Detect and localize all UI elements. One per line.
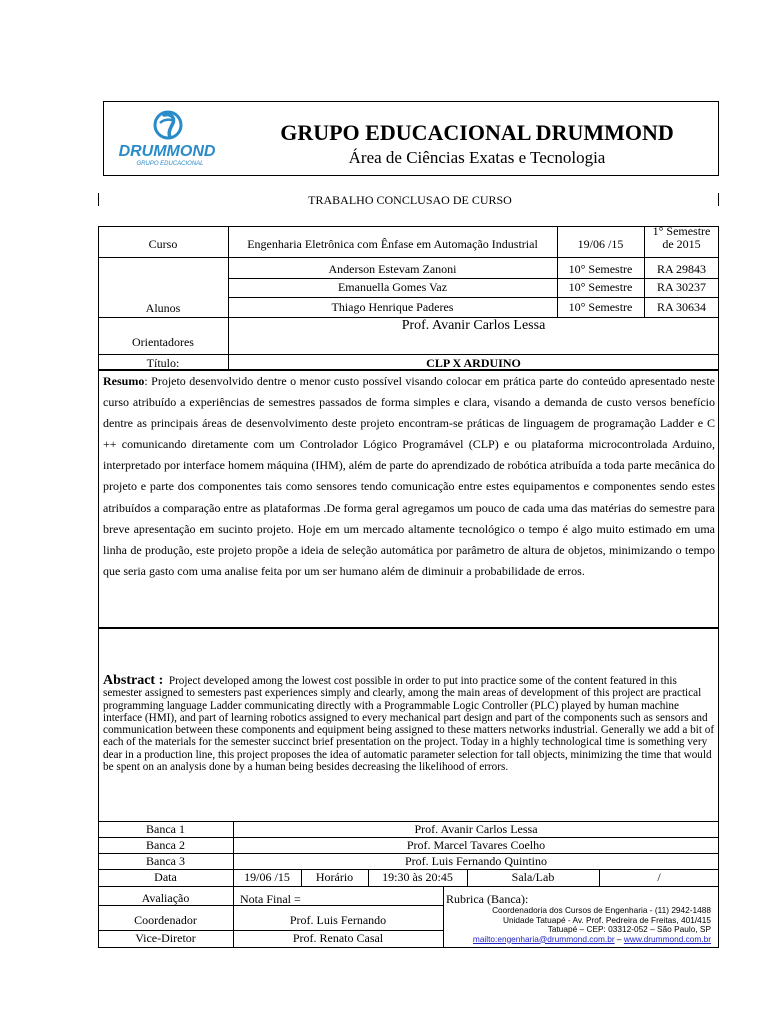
- student-semester: 10° Semestre: [568, 300, 633, 314]
- website-link[interactable]: www.drummond.com.br: [623, 933, 711, 944]
- board-member: Prof. Marcel Tavares Coelho: [406, 838, 546, 852]
- room-value: /: [657, 870, 661, 884]
- project-title: CLP X ARDUINO: [426, 356, 521, 370]
- student-ra: RA 30634: [656, 300, 706, 314]
- vice-director-label: Vice-Diretor: [135, 931, 196, 945]
- date-label: Data: [154, 870, 177, 884]
- time-value: 19:30 às 20:45: [382, 870, 453, 884]
- row-line: [98, 886, 719, 887]
- institution-subtitle: Área de Ciências Exatas e Tecnologia: [348, 148, 606, 167]
- board-label: Banca 1: [146, 822, 185, 836]
- course-date: 19/06 /15: [577, 237, 624, 251]
- contact-info: Coordenadoria dos Cursos de Engenharia - (11) 2942-1488 Unidade Tatuapé - Av. Prof. Pedreira de Freitas, 401/415 Tatuapé – CEP: 03312-052 – São Paulo, SP mailto:engenharia@drummond.com.br – www.drummond.com.br: [472, 905, 711, 944]
- document-type: TRABALHO CONCLUSAO DE CURSO: [308, 193, 512, 207]
- row-line: [228, 278, 719, 279]
- final-grade: Nota Final =: [240, 892, 301, 906]
- student-semester: 10° Semestre: [568, 262, 633, 276]
- board-member: Prof. Avanir Carlos Lessa: [414, 822, 538, 836]
- course-name: Engenharia Eletrônica com Ênfase em Automação Industrial: [247, 237, 538, 251]
- student-name: Thiago Henrique Paderes: [331, 300, 454, 314]
- room-label: Sala/Lab: [511, 870, 555, 884]
- board-label: Banca 2: [146, 838, 185, 852]
- svg-text:GRUPO EDUCACIONAL: GRUPO EDUCACIONAL: [136, 161, 204, 167]
- email-link[interactable]: mailto:engenharia@drummond.com.br: [472, 933, 615, 944]
- coordinator-name: Prof. Luis Fernando: [289, 913, 387, 927]
- student-ra: RA 30237: [656, 280, 706, 294]
- tick-left: [98, 193, 99, 206]
- row-line: [228, 297, 719, 298]
- student-name: Anderson Estevam Zanoni: [328, 262, 457, 276]
- resumo-text: : Projeto desenvolvido dentre o menor custo possível visando colocar em prática parte do conteúdo apresentado neste curso atribuído a experiências de semestres passados de forma simples e clara, visando a demanda de custo versos benefício dentre as principais áreas de desenvolvimento deste projeto encontram-se práticas de linguagem de programação Ladder e C ++ comunicando diretamente com um Controlador Lógico Programável (CLP) e ou plataforma microcontrolada Arduino, interpretado por interface homem máquina (IHM), além de parte do aprendizado de robótica atribuída a toda parte mecânica do projeto e parte dos componentes tais como sensores tendo comunicação entre estes equipamentos e componentes sendo estes atribuídos a comparação entre as plataformas .De forma geral agregamos um pouco de cada uma das matérias do semestre para breve apresentação em sucinto projeto. Hoje em um mercado altamente tecnológico o tempo é algo muito estimado em uma linha de produção, este projeto propõe a ideia de seleção automática por parâmetro de altura de objetos, minimizando o tempo que seria gasto com uma analise feita por um ser humano além de diminuir a probabilidade de erros.: [103, 374, 715, 578]
- evaluation-label: Avaliação: [141, 891, 190, 905]
- abstract-text: Project developed among the lowest cost possible in order to put into practice some of the content featured in this semester assigned to semesters past experiences simply and clearly, among the main areas of development of this project are practical programming language Ladder communicating directly with a Programmable Logic Controller (PLC) played by human machine interface (HMI), and part of learning robotics assigned to every mechanical part design and part of the components such as sensors and communication between these components and equipment being assigned to these matters networks industrial. Generally we add a bit of each of the materials for the semester succinct brief presentation on the project. Today in a highly technological time is something very dear in a production line, this project proposes the idea of automatic parameter selection for tall objects, minimizing the time that would be spent on an analysis done by a human being besides decreasing the likelihood of errors.: [103, 675, 715, 774]
- title-label: Título:: [146, 356, 180, 370]
- abstract-paragraph: [103, 675, 715, 773]
- svg-text:DRUMMOND: DRUMMOND: [118, 143, 216, 160]
- board-member: Prof. Luis Fernando Quintino: [405, 854, 547, 868]
- drummond-logo: [104, 103, 231, 173]
- board-label: Banca 3: [146, 854, 185, 868]
- rubric-label: Rubrica (Banca):: [446, 892, 529, 906]
- resumo-label: Resumo: [103, 374, 145, 388]
- course-semester: 1° Semestre de 2015: [652, 224, 711, 251]
- abstract-label: Abstract :: [103, 673, 164, 688]
- institution-title: GRUPO EDUCACIONAL DRUMMOND: [280, 120, 674, 145]
- row-line: [98, 257, 719, 258]
- vice-director-name: Prof. Renato Casal: [292, 931, 384, 945]
- date-value: 19/06 /15: [244, 870, 290, 884]
- col-line: [443, 886, 444, 948]
- student-name: Emanuella Gomes Vaz: [337, 280, 448, 294]
- student-semester: 10° Semestre: [568, 280, 633, 294]
- row-line: [98, 354, 719, 355]
- tick-right: [718, 193, 719, 206]
- advisor-name: Prof. Avanir Carlos Lessa: [401, 318, 546, 333]
- time-label: Horário: [315, 870, 354, 884]
- student-ra: RA 29843: [656, 262, 706, 276]
- coordinator-label: Coordenador: [134, 913, 197, 927]
- resumo-paragraph: [103, 371, 715, 582]
- students-label: Alunos: [145, 301, 181, 315]
- course-label: Curso: [148, 237, 178, 251]
- advisors-label: Orientadores: [132, 335, 194, 349]
